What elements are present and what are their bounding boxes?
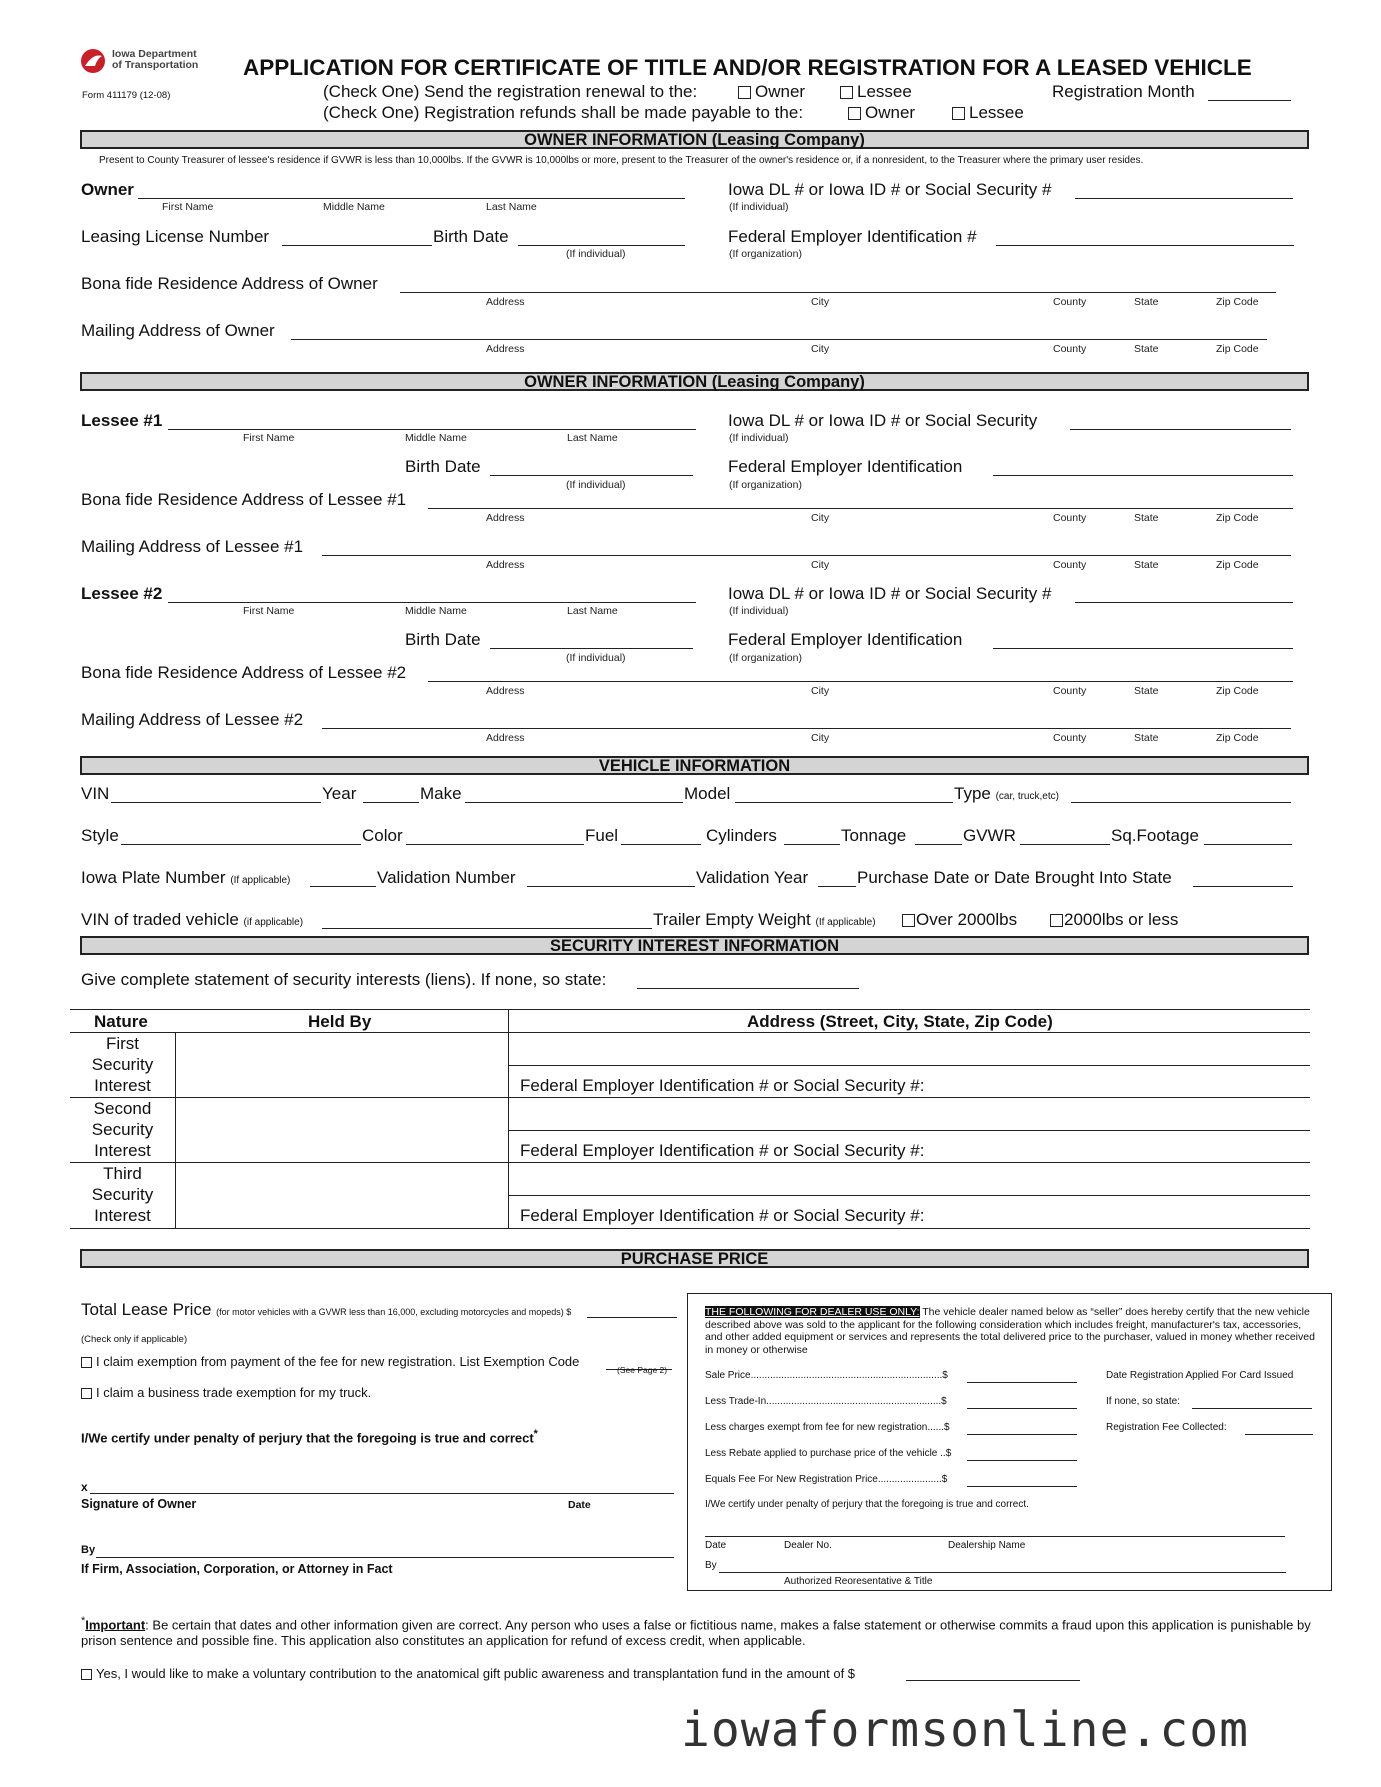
owner-certify-label: I/We certify under penalty of perjury that the foregoing is true and correct: [81, 1430, 534, 1446]
caption-city: City: [811, 685, 830, 697]
caption-address: Address: [486, 343, 525, 355]
trailer-under-label: 2000lbs or less: [1064, 910, 1179, 929]
lessee1-fein-label: Federal Employer Identification: [728, 457, 963, 476]
row2-line2: Security: [91, 1120, 154, 1139]
security-statement-field[interactable]: [637, 988, 859, 989]
plate-hint: (If applicable): [230, 875, 291, 886]
total-lease-field[interactable]: [587, 1317, 677, 1318]
row1-line2: Security: [91, 1055, 154, 1074]
lessee2-mailing-label: Mailing Address of Lessee #2: [81, 710, 304, 729]
caption-city: City: [811, 559, 830, 571]
vin-traded-text: VIN of traded vehicle: [81, 910, 239, 929]
purchase-date-label: Purchase Date or Date Brought Into State: [857, 868, 1172, 887]
row2-line3: Interest: [94, 1141, 151, 1160]
lessee1-birth-date-field[interactable]: [490, 475, 693, 476]
form-title: APPLICATION FOR CERTIFICATE OF TITLE AND/OR REGISTRATION FOR A LEASED VEHICLE: [243, 55, 1252, 80]
total-lease-label: [81, 1300, 571, 1320]
refund-lessee-checkbox[interactable]: [952, 107, 965, 120]
row3-address-field[interactable]: [510, 1164, 1308, 1194]
caption-city: City: [811, 512, 830, 524]
vin-traded-label: [81, 910, 303, 930]
row2-held-by-field[interactable]: [177, 1099, 506, 1161]
check-only-note: (Check only if applicable): [81, 1334, 188, 1345]
owner-iowa-dl-field[interactable]: [1075, 198, 1293, 199]
equals-fee-label: Equals Fee For New Registration Price.......................$: [705, 1474, 948, 1485]
caption-city: City: [811, 296, 830, 308]
row2-nature: [70, 1098, 175, 1161]
fee-collected-label: Registration Fee Collected:: [1106, 1422, 1227, 1433]
vin-field[interactable]: [111, 802, 321, 803]
owner-certify-asterisk: *: [533, 1428, 538, 1440]
validation-number-label: Validation Number: [377, 868, 516, 887]
model-field[interactable]: [735, 802, 953, 803]
less-rebate-field[interactable]: [967, 1460, 1077, 1461]
donation-option[interactable]: [81, 1666, 855, 1681]
col-address: Address (Street, City, State, Zip Code): [747, 1012, 1053, 1031]
trailer-under-option[interactable]: [1050, 910, 1178, 930]
owner-signature-field[interactable]: [90, 1493, 674, 1494]
lessee2-iowa-dl-label: Iowa DL # or Iowa ID # or Social Security #: [728, 584, 1052, 603]
owner-section-header: OWNER INFORMATION (Leasing Company): [80, 130, 1309, 149]
business-trade-label: I claim a business trade exemption for my truck.: [96, 1385, 372, 1400]
signature-caption: Signature of Owner: [81, 1497, 197, 1511]
lessee2-first-name-caption: First Name: [243, 605, 295, 617]
leasing-license-field[interactable]: [282, 245, 432, 246]
dealer-use-box: [687, 1293, 1332, 1591]
make-field[interactable]: [465, 802, 683, 803]
owner-birth-caption: (If individual): [566, 248, 626, 260]
registration-month-label: Registration Month: [1052, 82, 1195, 101]
caption-address: Address: [486, 685, 525, 697]
dealer-representative-field[interactable]: [719, 1572, 1286, 1573]
renewal-lessee-label: Lessee: [857, 82, 912, 101]
year-field[interactable]: [363, 802, 419, 803]
caption-state: State: [1134, 512, 1159, 524]
row3-line1: Third: [103, 1164, 142, 1183]
owner-dl-caption: (If individual): [729, 201, 789, 213]
exemption-checkbox[interactable]: [81, 1357, 92, 1368]
sqfootage-field[interactable]: [1204, 844, 1292, 845]
owner-name-field[interactable]: [138, 198, 685, 199]
dealership-name-caption: Dealership Name: [948, 1540, 1026, 1551]
refund-lessee-option[interactable]: [952, 103, 1024, 123]
dealer-date-caption: Date: [705, 1540, 727, 1551]
caption-county: County: [1053, 559, 1087, 571]
gvwr-field[interactable]: [1020, 844, 1110, 845]
lessee1-middle-name-caption: Middle Name: [405, 432, 467, 444]
fuel-field[interactable]: [621, 844, 701, 845]
date-applied-label: Date Registration Applied For Card Issued: [1106, 1370, 1294, 1381]
lessee1-label: Lessee #1: [81, 411, 163, 430]
lessee1-birth-date-label: Birth Date: [405, 457, 481, 476]
lessee1-dl-caption: (If individual): [729, 432, 789, 444]
fuel-label: Fuel: [585, 826, 619, 845]
sale-price-label: Sale Price.....................................................................$: [705, 1370, 948, 1381]
owner-middle-name-caption: Middle Name: [323, 201, 385, 213]
color-field[interactable]: [406, 844, 584, 845]
caption-state: State: [1134, 343, 1159, 355]
signature-x: x: [81, 1480, 88, 1494]
row3-held-by-field[interactable]: [177, 1164, 506, 1226]
renewal-label: (Check One) Send the registration renewal to the:: [323, 82, 698, 101]
lessee1-fein-field[interactable]: [993, 475, 1293, 476]
row1-held-by-field[interactable]: [177, 1034, 506, 1096]
gvwr-label: GVWR: [963, 826, 1016, 845]
caption-city: City: [811, 343, 830, 355]
caption-county: County: [1053, 296, 1087, 308]
row1-nature: [70, 1033, 175, 1096]
purchase-section-header: PURCHASE PRICE: [80, 1249, 1309, 1268]
row2-fein-label: Federal Employer Identification # or Social Security #:: [520, 1141, 925, 1160]
security-statement-label: Give complete statement of security interests (liens). If none, so state:: [81, 970, 607, 989]
refund-label: (Check One) Registration refunds shall be made payable to the:: [323, 103, 804, 122]
type-label: [954, 784, 1059, 804]
signature-date-caption: Date: [568, 1499, 591, 1511]
caption-zip: Zip Code: [1216, 343, 1259, 355]
dealer-by-label: By: [705, 1560, 717, 1571]
trailer-over-option[interactable]: [902, 910, 1017, 930]
renewal-owner-label: Owner: [755, 82, 806, 101]
sqfootage-label: Sq.Footage: [1111, 826, 1199, 845]
dealer-heading: THE FOLLOWING FOR DEALER USE ONLY:: [705, 1306, 920, 1318]
owner-certify-text: [81, 1428, 538, 1445]
lessee1-fein-caption: (If organization): [729, 479, 802, 491]
row1-line1: First: [105, 1034, 140, 1053]
vin-traded-field[interactable]: [322, 928, 652, 929]
refund-lessee-label: Lessee: [969, 103, 1024, 122]
fee-collected-field[interactable]: [1245, 1434, 1313, 1435]
year-label: Year: [322, 784, 357, 803]
security-section-header: SECURITY INTEREST INFORMATION: [80, 936, 1309, 955]
lessee2-dl-caption: (If individual): [729, 605, 789, 617]
vin-label: VIN: [81, 784, 110, 803]
firm-caption: If Firm, Association, Corporation, or Attorney in Fact: [81, 1562, 393, 1576]
row3-fein-label: Federal Employer Identification # or Social Security #:: [520, 1206, 925, 1225]
caption-state: State: [1134, 732, 1159, 744]
less-tradein-field[interactable]: [967, 1408, 1077, 1409]
lessee2-last-name-caption: Last Name: [567, 605, 618, 617]
model-label: Model: [684, 784, 731, 803]
caption-zip: Zip Code: [1216, 559, 1259, 571]
if-none-field[interactable]: [1192, 1408, 1312, 1409]
lessee1-birth-caption: (If individual): [566, 479, 626, 491]
business-trade-option[interactable]: [81, 1385, 371, 1400]
equals-fee-field[interactable]: [967, 1486, 1077, 1487]
exemption-label: I claim exemption from payment of the fee for new registration. List Exemption Code: [96, 1354, 580, 1369]
owner-mailing-label: Mailing Address of Owner: [81, 321, 275, 340]
dealer-statement: [705, 1306, 1317, 1356]
make-label: Make: [420, 784, 462, 803]
style-field[interactable]: [121, 844, 361, 845]
type-hint: (car, truck,etc): [995, 791, 1059, 802]
row2-line1: Second: [93, 1099, 152, 1118]
owner-section-note: Present to County Treasurer of lessee's residence if GVWR is less than 10,000lbs. If the GVWR is 10,000lbs or more, present to the Treasurer of the owner's residence or, if a nonresident, to the Treasurer where the primary user resides.: [99, 155, 1144, 166]
col-nature: Nature: [94, 1012, 148, 1031]
tonnage-label: Tonnage: [841, 826, 907, 845]
caption-county: County: [1053, 685, 1087, 697]
exemption-option[interactable]: [81, 1354, 579, 1369]
renewal-lessee-checkbox[interactable]: [840, 86, 853, 99]
caption-address: Address: [486, 732, 525, 744]
caption-city: City: [811, 732, 830, 744]
style-label: Style: [81, 826, 119, 845]
logo-text-2: of Transportation: [112, 59, 199, 71]
purchase-date-field[interactable]: [1193, 886, 1293, 887]
owner-birth-date-field[interactable]: [518, 245, 685, 246]
lessee2-fein-field[interactable]: [993, 648, 1293, 649]
by-label: By: [81, 1544, 96, 1556]
color-label: Color: [362, 826, 403, 845]
refund-owner-checkbox[interactable]: [848, 107, 861, 120]
row3-line2: Security: [91, 1185, 154, 1204]
trailer-weight-label: [653, 910, 876, 930]
owner-residence-label: Bona fide Residence Address of Owner: [81, 274, 378, 293]
lessee1-residence-label: Bona fide Residence Address of Lessee #1: [81, 490, 407, 509]
cylinders-label: Cylinders: [706, 826, 777, 845]
caption-zip: Zip Code: [1216, 685, 1259, 697]
type-field[interactable]: [1071, 802, 1291, 803]
caption-zip: Zip Code: [1216, 296, 1259, 308]
renewal-owner-option[interactable]: [738, 82, 805, 102]
validation-year-field[interactable]: [818, 886, 856, 887]
sale-price-field[interactable]: [967, 1382, 1077, 1383]
row3-nature: [70, 1163, 175, 1226]
caption-state: State: [1134, 559, 1159, 571]
lessee1-iowa-dl-label: Iowa DL # or Iowa ID # or Social Security: [728, 411, 1038, 430]
cylinders-field[interactable]: [784, 844, 840, 845]
lessee2-mailing-field[interactable]: [322, 728, 1291, 729]
donation-amount-field[interactable]: [906, 1680, 1080, 1681]
dealer-text: The vehicle dealer named below as “seller” does hereby certify that the new vehicle described above was sold to the applicant for the following consideration which includes freight, manufacturer's tax, accessories, and other added equipment or services and represents the total delivered price to the purchaser, valued in money whether received in money or otherwise: [705, 1306, 1315, 1356]
row3-line3: Interest: [94, 1206, 151, 1225]
donation-label: Yes, I would like to make a voluntary contribution to the anatomical gift public awareness and transplantation fund in the amount of $: [96, 1666, 856, 1681]
lessee2-fein-caption: (If organization): [729, 652, 802, 664]
lessee1-residence-field[interactable]: [428, 508, 1293, 509]
row1-line3: Interest: [94, 1076, 151, 1095]
lessee2-birth-date-field[interactable]: [490, 648, 693, 649]
refund-owner-label: Owner: [865, 103, 916, 122]
owner-iowa-dl-label: Iowa DL # or Iowa ID # or Social Security #: [728, 180, 1052, 199]
total-lease-text: Total Lease Price: [81, 1300, 212, 1319]
lessee2-middle-name-caption: Middle Name: [405, 605, 467, 617]
owner-birth-date-label: Birth Date: [433, 227, 509, 246]
renewal-owner-checkbox[interactable]: [738, 86, 751, 99]
validation-number-field[interactable]: [527, 886, 695, 887]
lessee2-iowa-dl-field[interactable]: [1075, 602, 1293, 603]
important-text: : Be certain that dates and other information given are correct. Any person who uses a false or fictitious name, makes a false statement or otherwise commits a fraud upon this application is punishable by prison sentence and possible fine. This application also constitutes an application for refund of excess credit, when applicable.: [81, 1617, 1311, 1649]
lessee2-residence-field[interactable]: [428, 681, 1293, 682]
lessee2-label: Lessee #2: [81, 584, 163, 603]
vehicle-section-header: VEHICLE INFORMATION: [80, 756, 1309, 775]
caption-county: County: [1053, 343, 1087, 355]
row1-fein-label: Federal Employer Identification # or Social Security #:: [520, 1076, 925, 1095]
logo-text-1: Iowa Department: [112, 48, 197, 60]
lessee2-residence-label: Bona fide Residence Address of Lessee #2: [81, 663, 407, 682]
trailer-over-label: Over 2000lbs: [916, 910, 1018, 929]
authorized-caption: Authorized Reoresentative & Title: [784, 1576, 933, 1587]
lessee1-name-field[interactable]: [168, 429, 696, 430]
plate-label: [81, 868, 290, 888]
plate-field[interactable]: [310, 886, 376, 887]
logo-icon: [80, 47, 110, 75]
less-charges-field[interactable]: [967, 1434, 1077, 1435]
watermark: iowaformsonline.com: [681, 1702, 1250, 1758]
renewal-lessee-option[interactable]: [840, 82, 912, 102]
caption-state: State: [1134, 685, 1159, 697]
refund-owner-option[interactable]: [848, 103, 915, 123]
lessee1-first-name-caption: First Name: [243, 432, 295, 444]
form-number: Form 411179 (12-08): [82, 90, 171, 101]
lessee2-birth-date-label: Birth Date: [405, 630, 481, 649]
trailer-weight-text: Trailer Empty Weight: [653, 910, 811, 929]
row1-address-field[interactable]: [510, 1034, 1308, 1064]
owner-mailing-field[interactable]: [291, 339, 1267, 340]
caption-address: Address: [486, 296, 525, 308]
lessee1-last-name-caption: Last Name: [567, 432, 618, 444]
caption-address: Address: [486, 559, 525, 571]
if-none-label: If none, so state:: [1106, 1396, 1180, 1407]
important-asterisk: *: [81, 1615, 86, 1627]
see-page2-note: (See Page 2): [617, 1365, 668, 1375]
owner-fein-label: Federal Employer Identification #: [728, 227, 977, 246]
business-trade-checkbox[interactable]: [81, 1388, 92, 1399]
plate-label-text: Iowa Plate Number: [81, 868, 226, 887]
total-lease-hint: (for motor vehicles with a GVWR less than 16,000, excluding motorcycles and mopeds) $: [216, 1307, 572, 1317]
caption-county: County: [1053, 512, 1087, 524]
lessee2-fein-label: Federal Employer Identification: [728, 630, 963, 649]
lessee1-iowa-dl-field[interactable]: [1070, 429, 1291, 430]
important-label: Important: [85, 1617, 146, 1633]
caption-state: State: [1134, 296, 1159, 308]
owner-fein-caption: (If organization): [729, 248, 802, 260]
dealer-info-field[interactable]: [705, 1536, 1285, 1537]
owner-fein-field[interactable]: [996, 245, 1294, 246]
leasing-license-label: Leasing License Number: [81, 227, 270, 246]
owner-label: Owner: [81, 180, 134, 199]
vin-traded-hint: (if applicable): [243, 917, 304, 928]
validation-year-label: Validation Year: [696, 868, 809, 887]
iowa-dot-logo: [80, 47, 199, 80]
caption-address: Address: [486, 512, 525, 524]
less-charges-label: Less charges exempt from fee for new registration......$: [705, 1422, 950, 1433]
by-field[interactable]: [96, 1557, 674, 1558]
trailer-weight-hint: (If applicable): [815, 917, 876, 928]
owner-first-name-caption: First Name: [162, 201, 214, 213]
type-label-text: Type: [954, 784, 991, 803]
dealer-certify: I/We certify under penalty of perjury that the foregoing is true and correct.: [705, 1499, 1029, 1510]
caption-county: County: [1053, 732, 1087, 744]
registration-month-field[interactable]: [1208, 100, 1291, 101]
caption-zip: Zip Code: [1216, 512, 1259, 524]
col-held-by: Held By: [308, 1012, 372, 1031]
owner-last-name-caption: Last Name: [486, 201, 537, 213]
less-rebate-label: Less Rebate applied to purchase price of the vehicle ..$: [705, 1448, 952, 1459]
owner-residence-field[interactable]: [400, 292, 1276, 293]
trailer-over-checkbox[interactable]: [902, 914, 915, 927]
renewal-row: [323, 82, 697, 102]
less-tradein-label: Less Trade-In...............................................................$: [705, 1396, 947, 1407]
donation-checkbox[interactable]: [81, 1669, 92, 1680]
trailer-under-checkbox[interactable]: [1050, 914, 1063, 927]
tonnage-field[interactable]: [915, 844, 962, 845]
lessee2-name-field[interactable]: [168, 602, 696, 603]
lessee1-mailing-label: Mailing Address of Lessee #1: [81, 537, 304, 556]
important-notice: [81, 1613, 1311, 1649]
lessee-section-header: OWNER INFORMATION (Leasing Company): [80, 372, 1309, 391]
row2-address-field[interactable]: [510, 1099, 1308, 1129]
lessee1-mailing-field[interactable]: [322, 555, 1291, 556]
caption-zip: Zip Code: [1216, 732, 1259, 744]
dealer-no-caption: Dealer No.: [784, 1540, 832, 1551]
lessee2-birth-caption: (If individual): [566, 652, 626, 664]
